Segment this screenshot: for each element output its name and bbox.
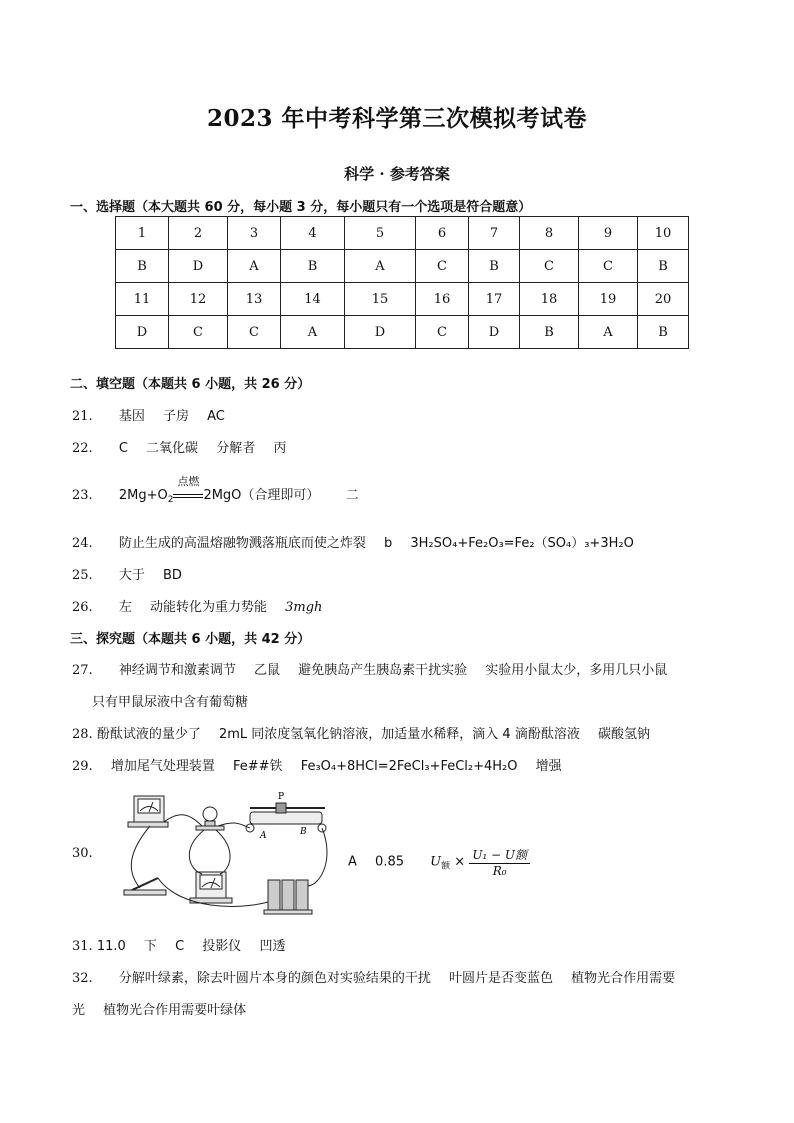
terminal-label-a: A	[260, 831, 267, 841]
table-cell: D	[469, 316, 520, 349]
battery-cell	[296, 880, 308, 910]
answer-28	[72, 723, 650, 742]
answer-text: 分解叶绿素，除去叶圆片本身的颜色对实验结果的干扰	[118, 971, 431, 986]
answer-32	[72, 967, 675, 986]
answer-text: 神经调节和激素调节	[118, 663, 236, 678]
section-choice-heading: 一、选择题（本大题共 60 分，每小题 3 分，每小题只有一个选项是符合题意）	[70, 200, 532, 215]
answer-text: 二	[345, 488, 359, 503]
table-cell: 18	[520, 283, 579, 316]
table-cell: 20	[638, 283, 689, 316]
formula-u-subscript: 额	[441, 861, 451, 872]
lamp-base	[196, 826, 224, 830]
table-cell: 2	[169, 217, 228, 250]
answer-22	[72, 437, 286, 456]
question-number: 28.	[72, 727, 93, 742]
question-number: 27.	[72, 663, 93, 678]
battery-cell	[282, 880, 294, 910]
answer-text: C	[118, 441, 128, 456]
table-cell: A	[228, 250, 281, 283]
table-cell: D	[169, 250, 228, 283]
answer-text: 碳酸氢钠	[597, 727, 650, 742]
question-number: 30.	[72, 846, 93, 861]
slider-label-p: P	[278, 792, 285, 802]
circuit-diagram	[120, 790, 340, 920]
table-row	[116, 217, 689, 250]
formula-u: U	[430, 854, 442, 870]
table-cell: B	[638, 250, 689, 283]
answer-text: b	[383, 536, 393, 551]
table-cell: 17	[469, 283, 520, 316]
answer-text: 实验用小鼠太少，多用几只小鼠	[485, 663, 668, 678]
chemical-equation: 3H₂SO₄+Fe₂O₃=Fe₂（SO₄）₃+3H₂O	[410, 536, 634, 551]
answer-32-continued	[72, 999, 246, 1018]
battery-cell	[268, 880, 280, 910]
circuit-wire	[189, 830, 204, 874]
circuit-wire	[216, 830, 230, 874]
switch-blade	[132, 878, 158, 890]
answer-text: 分解者	[216, 441, 256, 456]
answer-text: 动能转化为重力势能	[149, 600, 267, 615]
question-number: 29.	[72, 759, 93, 774]
chemical-equation: Fe₃O₄+8HCl=2FeCl₃+FeCl₂+4H₂O	[300, 759, 518, 774]
answer-text: BD	[162, 568, 182, 583]
answer-27	[72, 659, 667, 678]
answer-30	[348, 846, 530, 878]
question-number: 24.	[72, 536, 93, 551]
table-cell: 5	[345, 217, 416, 250]
table-cell: C	[416, 250, 469, 283]
lamp-socket	[205, 821, 215, 826]
answer-text: 避免胰岛产生胰岛素干扰实验	[298, 663, 468, 678]
table-cell: A	[281, 316, 345, 349]
rheostat-slider	[276, 803, 286, 813]
table-cell: B	[116, 250, 169, 283]
table-row	[116, 316, 689, 349]
circuit-wire	[164, 815, 202, 826]
exam-title: 2023 年中考科学第三次模拟考试卷	[206, 105, 588, 132]
table-cell: B	[281, 250, 345, 283]
answer-27-continued	[92, 691, 248, 710]
table-cell: 3	[228, 217, 281, 250]
question-number: 22.	[72, 441, 93, 456]
table-cell: C	[416, 316, 469, 349]
table-cell: 16	[416, 283, 469, 316]
table-row	[116, 283, 689, 316]
formula-denominator: R₀	[492, 864, 507, 878]
table-cell: 8	[520, 217, 579, 250]
answer-26	[72, 596, 322, 615]
table-cell: D	[116, 316, 169, 349]
answer-key-subtitle: 科学 · 参考答案	[344, 165, 450, 183]
multiply-sign: ×	[454, 854, 466, 870]
table-cell: 6	[416, 217, 469, 250]
table-cell: C	[579, 250, 638, 283]
answer-text: 叶圆片是否变蓝色	[448, 971, 553, 986]
answer-text: 凹透	[259, 939, 286, 954]
section-fill-heading: 二、填空题（本题共 6 小题，共 26 分）	[70, 377, 311, 392]
question-number: 25.	[72, 568, 93, 583]
table-cell: B	[469, 250, 520, 283]
terminal-label-b: B	[300, 827, 307, 837]
answer-text: 子房	[162, 409, 189, 424]
answer-text: 0.85	[375, 854, 404, 870]
table-cell: A	[345, 250, 416, 283]
table-cell: B	[520, 316, 579, 349]
answer-text: 下	[143, 939, 157, 954]
formula-fraction	[469, 846, 530, 878]
equation-rhs: 2MgO（合理即可）	[203, 488, 320, 503]
answer-text: 左	[118, 600, 132, 615]
table-cell: C	[169, 316, 228, 349]
section-inquiry-heading: 三、探究题（本题共 6 小题，共 42 分）	[70, 632, 311, 647]
answer-text: A	[348, 854, 357, 870]
answer-text: 2mL 同浓度氢氧化钠溶液，加适量水稀释，滴入 4 滴酚酞溶液	[218, 727, 580, 742]
question-number: 23.	[72, 488, 93, 503]
circuit-wire	[131, 826, 150, 888]
answer-29	[72, 755, 562, 774]
question-number: 21.	[72, 409, 93, 424]
question-number: 26.	[72, 600, 93, 615]
subscript: 2	[167, 495, 174, 505]
answer-text: 基因	[118, 409, 145, 424]
question-number: 31.	[72, 939, 93, 954]
circuit-wire	[308, 828, 327, 886]
table-cell: A	[579, 316, 638, 349]
table-cell: C	[228, 316, 281, 349]
answer-text: Fe##铁	[232, 759, 283, 774]
answer-21	[72, 405, 225, 424]
table-cell: 10	[638, 217, 689, 250]
answer-24	[72, 532, 634, 551]
equation-lhs: 2Mg+O	[118, 488, 168, 503]
answer-text: 植物光合作用需要	[571, 971, 676, 986]
table-row	[116, 250, 689, 283]
answer-text: 11.0	[96, 939, 126, 954]
table-cell: 19	[579, 283, 638, 316]
lamp-bulb	[203, 807, 217, 821]
answer-25	[72, 564, 182, 583]
answer-text: 防止生成的高温熔融物溅落瓶底而使之炸裂	[118, 536, 366, 551]
condition-label: 点燃	[177, 475, 200, 488]
answer-31	[72, 935, 285, 954]
answer-text: 增加尾气处理装置	[110, 759, 215, 774]
question-number: 32.	[72, 971, 93, 986]
answer-text: 3mgh	[285, 600, 323, 615]
table-cell: 13	[228, 283, 281, 316]
answer-text: 增强	[535, 759, 562, 774]
choice-answer-table	[115, 216, 689, 349]
answer-text: 植物光合作用需要叶绿体	[103, 1003, 247, 1018]
answer-23	[72, 475, 359, 505]
reaction-condition	[173, 475, 203, 503]
answer-text: AC	[207, 409, 225, 424]
answer-text: 二氧化碳	[146, 441, 199, 456]
answer-text: 投影仪	[202, 939, 242, 954]
answer-text: 光	[72, 1003, 86, 1018]
table-cell: C	[520, 250, 579, 283]
switch-base	[124, 890, 166, 895]
table-cell: 14	[281, 283, 345, 316]
answer-30-number	[72, 846, 93, 861]
answer-text: 乙鼠	[253, 663, 280, 678]
formula-numerator: U₁ − U额	[469, 846, 530, 864]
table-cell: B	[638, 316, 689, 349]
answer-text: 只有甲鼠尿液中含有葡萄糖	[92, 695, 249, 710]
table-cell: 12	[169, 283, 228, 316]
table-cell: 7	[469, 217, 520, 250]
rheostat-coil	[250, 812, 322, 824]
table-cell: 1	[116, 217, 169, 250]
battery-holder	[264, 910, 312, 914]
answer-text: 大于	[118, 568, 145, 583]
answer-text: 丙	[273, 441, 287, 456]
ammeter-base	[128, 822, 168, 827]
table-cell: D	[345, 316, 416, 349]
table-cell: 4	[281, 217, 345, 250]
table-cell: 11	[116, 283, 169, 316]
answer-text: C	[175, 939, 185, 954]
table-cell: 9	[579, 217, 638, 250]
table-cell: 15	[345, 283, 416, 316]
answer-text: 酚酞试液的量少了	[96, 727, 201, 742]
